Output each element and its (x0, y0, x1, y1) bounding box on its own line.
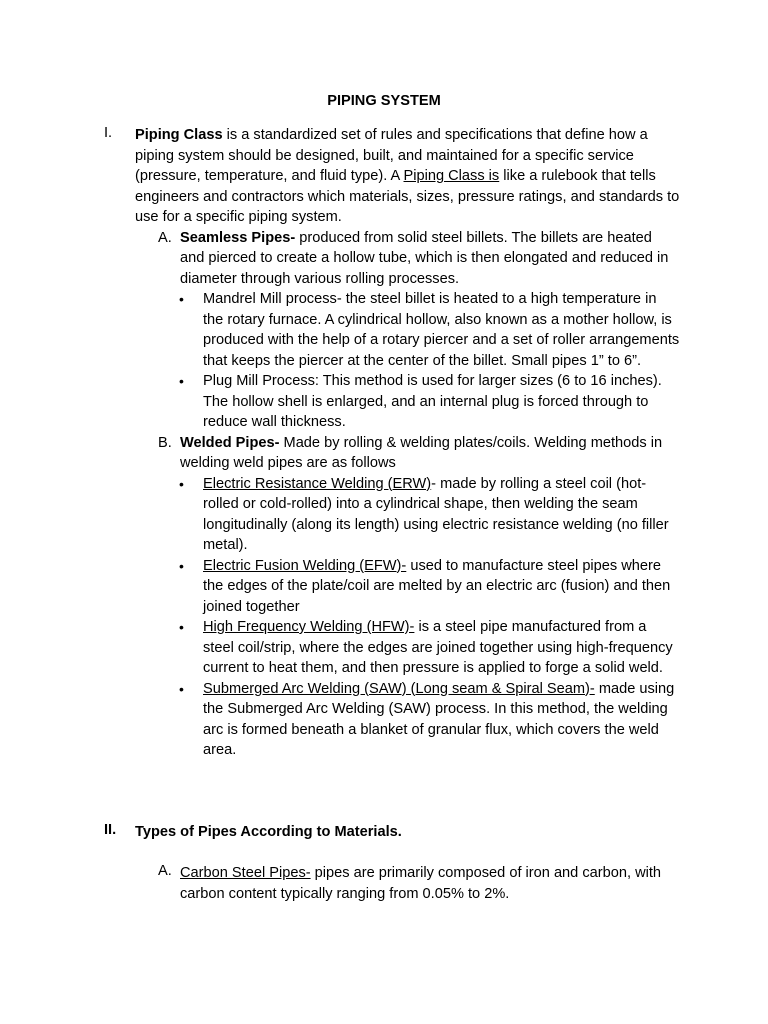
bullet-term: Submerged Arc Welding (SAW) (Long seam & Spiral Seam)- (203, 680, 595, 697)
welded-pipes-text: Made by rolling & welding plates/coils. Welding methods in welding weld pipes are as follows (180, 434, 663, 471)
piping-class-link: Piping Class is (403, 168, 500, 184)
bullet-icon: • (179, 373, 184, 389)
piping-class-text-a: is a standardized set of rules and specifications that define how a piping system should be designed, built, and maintained for a specific service (pressure, temperature, and fluid type). A (135, 127, 648, 184)
carbon-steel-term: Carbon Steel Pipes- (180, 865, 311, 881)
materials-heading: Types of Pipes According to Materials. (135, 824, 402, 840)
bullet-icon: • (179, 557, 184, 574)
bullet-text: is a steel pipe manufactured from a steel coil/strip, where the edges are joined together using high-frequency current to heat them, and then pressure is applied to forge a solid weld. (203, 619, 673, 676)
document-title: PIPING SYSTEM (327, 93, 441, 109)
seamless-methods-list (0, 289, 680, 433)
list-item (0, 371, 680, 433)
bullet-text: used to manufacture steel pipes where the edges of the plate/coil are melted by an electric arc (fusion) and then joined together (203, 557, 671, 615)
list-item (0, 617, 680, 679)
carbon-steel-text: pipes are primarily composed of iron and carbon, with carbon content typically ranging from 0.05% to 2%. (180, 865, 662, 902)
bullet-text: Plug Mill Process: This method is used for larger sizes (6 to 16 inches). The hollow shell is enlarged, and an internal plug is forced through to reduce wall thickness. (203, 373, 662, 430)
list-item (0, 556, 680, 618)
section-number: II. (104, 822, 117, 838)
seamless-pipes-paragraph (180, 228, 680, 290)
bullet-icon: • (179, 291, 184, 307)
seamless-pipes-item (0, 228, 680, 290)
welding-methods-list (0, 474, 680, 761)
piping-class-paragraph (135, 125, 680, 228)
welded-pipes-paragraph (180, 433, 680, 474)
item-letter: B. (158, 434, 172, 451)
section-body (135, 822, 680, 843)
list-item (0, 289, 680, 371)
bullet-icon: • (179, 619, 184, 635)
seamless-pipes-term: Seamless Pipes- (180, 229, 296, 246)
list-item (0, 679, 680, 761)
carbon-steel-body (180, 863, 680, 904)
bullet-icon: • (179, 475, 184, 492)
section-body (135, 125, 680, 761)
carbon-steel-paragraph (180, 863, 680, 904)
item-letter: A. (158, 863, 172, 879)
section-number: I. (104, 125, 113, 141)
bullet-icon: • (179, 680, 184, 697)
bullet-text: - made by rolling a steel coil (hot-rolled or cold-rolled) into a cylindrical shape, then welding the seam longitudinally (along its length) using electric resistance welding (no filler metal). (203, 475, 669, 553)
bullet-text: made using the Submerged Arc Welding (SAW) process. In this method, the welding arc is formed beneath a blanket of granular flux, which covers the weld area. (203, 680, 675, 758)
bullet-text: Mandrel Mill process- the steel billet is heated to a high temperature in the rotary furnace. A cylindrical hollow, also known as a mother hollow, is produced with the help of a rotary piercer and a set of roller arrangements that keeps the piercer at the center of the billet. Small pipes 1” to 6”. (203, 291, 680, 369)
bullet-term: High Frequency Welding (HFW)- (203, 619, 415, 635)
piping-class-text-b: like a rulebook that tells engineers and contractors which materials, sizes, pressure ratings, and standards to use for a specific piping system. (135, 168, 680, 225)
section-heading (135, 822, 680, 843)
welded-pipes-item (0, 433, 680, 474)
welded-pipes-term: Welded Pipes- (180, 434, 280, 451)
bullet-term: Electric Fusion Welding (EFW)- (203, 557, 407, 574)
list-item (0, 474, 680, 556)
seamless-pipes-text: produced from solid steel billets. The billets are heated and pierced to create a hollow tube, which is then elongated and reduced in diameter through various rolling processes. (180, 229, 669, 287)
piping-class-term: Piping Class (135, 127, 223, 143)
item-letter: A. (158, 229, 172, 246)
bullet-term: Electric Resistance Welding (ERW) (203, 475, 432, 492)
